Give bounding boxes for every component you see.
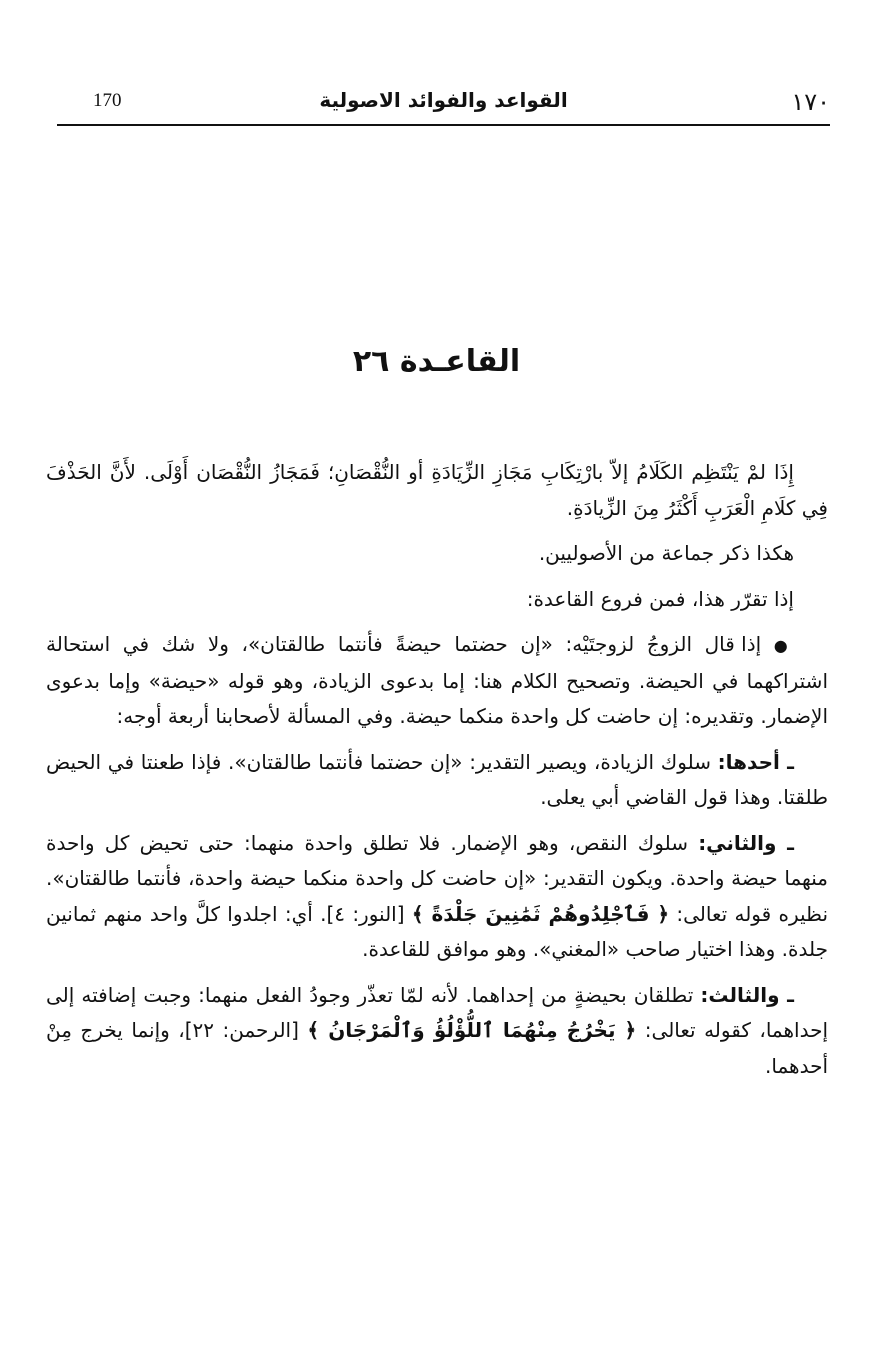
first-view-text: سلوك الزيادة، ويصير التقدير: «إن حضتما فأنتما طالقتان». فإذا طعنتا في الحيض طلقتا. وهذا قول القاضي أبي يعلى. xyxy=(46,749,828,809)
paragraph-first-view xyxy=(46,745,828,816)
latin-page-number: 170 xyxy=(93,90,122,111)
third-view-text-b: [الرحمن: ٢٢]، وإنما يخرج مِنْ أحدهما. xyxy=(46,1018,828,1078)
first-view-lead: ـ أحدها: xyxy=(717,749,794,774)
quran-verse-rahman: ﴿ يَخْرُجُ مِنْهُمَا ٱللُّؤْلُؤُ وَٱلْمَرْجَانُ ﴾ xyxy=(307,1018,637,1042)
paragraph-intro-branches: إذا تقرّر هذا، فمن فروع القاعدة: xyxy=(526,586,794,611)
body-text xyxy=(46,455,828,1084)
third-view-text-a: تطلقان بحيضةٍ من إحداهما. لأنه لمّا تعذّر وجودُ الفعل منهما: وجبت إضافته إلى إحداهما، كقوله تعالى: xyxy=(46,982,829,1042)
page-header xyxy=(57,88,830,126)
rule-statement: إِذَا لمْ يَنْتَظِم الكَلَامُ إلاّ بارْتِكَابِ مَجَازِ الزِّيَادَةِ أو النُّقْصَانِ؛ فَمَجَازُ النُّقْصَان أَوْلَى. لأَنَّ الحَذْفَ فِي كلَامِ الْعَرَبِ أَكْثَرُ مِنَ الزِّيادَةِ. xyxy=(46,460,828,520)
example-text: إذا قال الزوجُ لزوجتَيْه: «إن حضتما حيضةً فأنتما طالقتان»، ولا شك في استحالة اشتراكهما في الحيضة. وتصحيح الكلام هنا: إما بدعوى الزيادة، وهو قوله «حيضة» وإما بدعوى الإضمار. وتقديره: إن حاضت كل واحدة منكما حيضة. وفي المسألة لأصحابنا أربعة أوجه: xyxy=(46,632,828,728)
arabic-page-number: ١٧٠ xyxy=(791,88,830,116)
rule-title: القاعـدة ٢٦ xyxy=(352,344,521,379)
second-view-text-a: سلوك النقص، وهو الإضمار. فلا تطلق واحدة منهما: حتى تحيض كل واحدة منهما حيضة واحدة. ويكون التقدير: «إن حاضت كل واحدة منكما حيضة واحدة، فأنتما طالقتان». نظيره قوله تعالى: xyxy=(46,830,829,926)
second-view-text-b: [النور: ٤]. أي: اجلدوا كلَّ واحد منهم ثمانين جلدة. وهذا اختيار صاحب «المغني». وهو موافق للقاعدة. xyxy=(46,901,828,961)
running-title: القواعد والفوائد الاصولية xyxy=(319,88,568,112)
paragraph-source: هكذا ذكر جماعة من الأصوليين. xyxy=(538,541,794,565)
paragraph-third-view xyxy=(46,978,828,1085)
paragraph-example xyxy=(46,627,828,735)
second-view-lead: ـ والثاني: xyxy=(698,830,795,855)
quran-verse-nur: ﴿ فَٱجْلِدُوهُمْ ثَمَٰنِينَ جَلْدَةً ﴾ xyxy=(411,901,670,926)
third-view-lead: ـ والثالث: xyxy=(700,982,794,1007)
bullet-icon: ● xyxy=(773,636,795,655)
paragraph-second-view xyxy=(46,826,828,968)
